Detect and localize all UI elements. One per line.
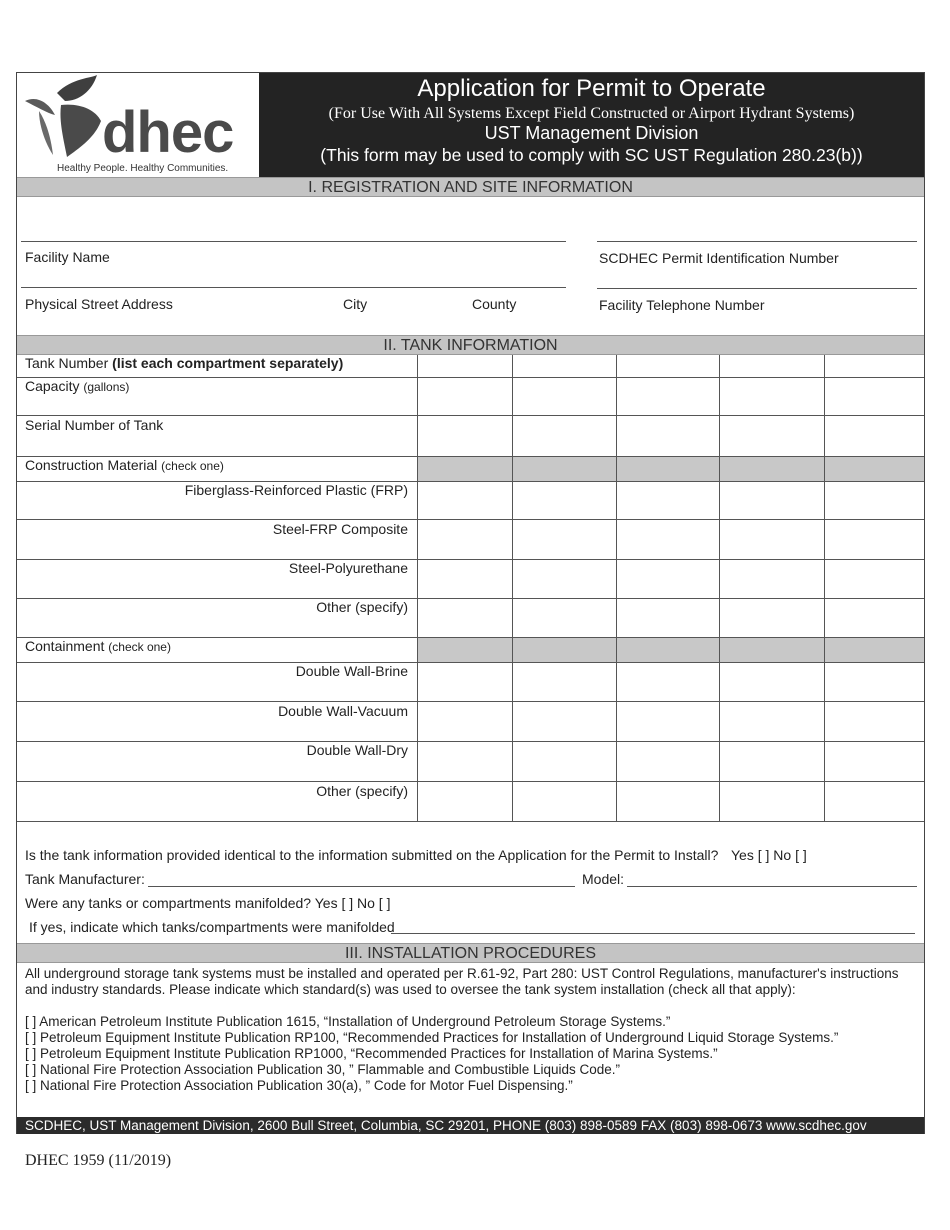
identical-question: Is the tank information provided identical to the information submitted on the Application for the Permit to Install? xyxy=(25,847,719,863)
serial-number-label: Serial Number of Tank xyxy=(25,417,164,433)
regulation-note: (This form may be used to comply with SC UST Regulation 280.23(b)) xyxy=(320,145,863,165)
construction-material-label: Construction Material (check one) xyxy=(25,457,224,473)
title-block xyxy=(259,73,924,177)
dhec-logo xyxy=(17,73,259,177)
option-frp: Fiberglass-Reinforced Plastic (FRP) xyxy=(184,482,408,498)
telephone-line[interactable] xyxy=(597,288,917,289)
standard-pei-rp100[interactable]: [ ] Petroleum Equipment Institute Publication RP100, “Recommended Practices for Installation of Underground Liquid Storage Systems.” xyxy=(25,1030,839,1045)
manifolded-question[interactable]: Were any tanks or compartments manifolded? Yes [ ] No [ ] xyxy=(25,895,391,911)
form-number: DHEC 1959 (11/2019) xyxy=(25,1152,172,1169)
logo-tagline: Healthy People. Healthy Communities. xyxy=(57,163,229,174)
option-double-wall-dry: Double Wall-Dry xyxy=(306,742,408,758)
permit-id-label: SCDHEC Permit Identification Number xyxy=(599,250,839,266)
permit-application-form xyxy=(16,72,925,1134)
option-steel-polyurethane: Steel-Polyurethane xyxy=(288,560,408,576)
manufacturer-line[interactable] xyxy=(148,886,575,887)
sc-state-leaf-icon xyxy=(17,73,107,163)
telephone-label: Facility Telephone Number xyxy=(599,297,765,313)
capacity-label: Capacity (gallons) xyxy=(25,378,130,394)
containment-shade xyxy=(417,637,924,662)
standard-api-1615[interactable]: [ ] American Petroleum Institute Publication 1615, “Installation of Underground Petroleum Storage Systems.” xyxy=(25,1014,671,1029)
county-label: County xyxy=(472,296,517,312)
permit-id-line[interactable] xyxy=(597,241,917,242)
model-line[interactable] xyxy=(627,886,917,887)
manifolded-detail-label: If yes, indicate which tanks/compartments were manifolded xyxy=(29,919,395,935)
option-steel-frp: Steel-FRP Composite xyxy=(272,521,408,537)
tank-number-label: Tank Number (list each compartment separately) xyxy=(25,355,344,371)
standard-pei-rp1000[interactable]: [ ] Petroleum Equipment Institute Publication RP1000, “Recommended Practices for Installation of Marina Systems.” xyxy=(25,1046,718,1061)
standard-nfpa-30a[interactable]: [ ] National Fire Protection Association Publication 30(a), ” Code for Motor Fuel Dispensing.” xyxy=(25,1078,573,1093)
section-1-header: I. REGISTRATION AND SITE INFORMATION xyxy=(17,177,924,197)
form-title: Application for Permit to Operate xyxy=(417,75,766,102)
logo-wordmark: dhec xyxy=(102,100,234,165)
facility-name-line[interactable] xyxy=(21,241,566,242)
section-2-header: II. TANK INFORMATION xyxy=(17,335,924,355)
model-label: Model: xyxy=(582,871,625,887)
facility-name-label: Facility Name xyxy=(25,249,110,265)
option-double-wall-brine: Double Wall-Brine xyxy=(295,663,408,679)
containment-label: Containment (check one) xyxy=(25,638,171,654)
standard-nfpa-30[interactable]: [ ] National Fire Protection Association Publication 30, ” Flammable and Combustible Liquids Code.” xyxy=(25,1062,621,1077)
construction-shade xyxy=(417,456,924,481)
option-double-wall-vacuum: Double Wall-Vacuum xyxy=(278,703,408,719)
street-address-label: Physical Street Address xyxy=(25,296,173,312)
manifolded-detail-line[interactable] xyxy=(391,933,915,934)
form-subtitle: (For Use With All Systems Except Field Constructed or Airport Hydrant Systems) xyxy=(328,105,855,122)
option-construction-other: Other (specify) xyxy=(316,599,408,615)
division-name: UST Management Division xyxy=(484,123,699,143)
manufacturer-label: Tank Manufacturer: xyxy=(25,871,145,887)
city-label: City xyxy=(343,296,368,312)
section-3-header: III. INSTALLATION PROCEDURES xyxy=(17,943,924,963)
installation-intro: All underground storage tank systems must be installed and operated per R.61-92, Part 280: UST Control Regulations, manufacturer's instructions and industry standards. Please indicate which standard(s) was used to oversee the tank system installation (check all that apply): xyxy=(25,966,899,997)
form-header xyxy=(17,73,924,177)
option-containment-other: Other (specify) xyxy=(316,783,408,799)
contact-footer: SCDHEC, UST Management Division, 2600 Bull Street, Columbia, SC 29201, PHONE (803) 898-0589 FAX (803) 898-0673 www.scdhec.gov xyxy=(17,1117,924,1134)
identical-yes-no[interactable]: Yes [ ] No [ ] xyxy=(731,847,807,863)
address-line[interactable] xyxy=(21,287,566,288)
